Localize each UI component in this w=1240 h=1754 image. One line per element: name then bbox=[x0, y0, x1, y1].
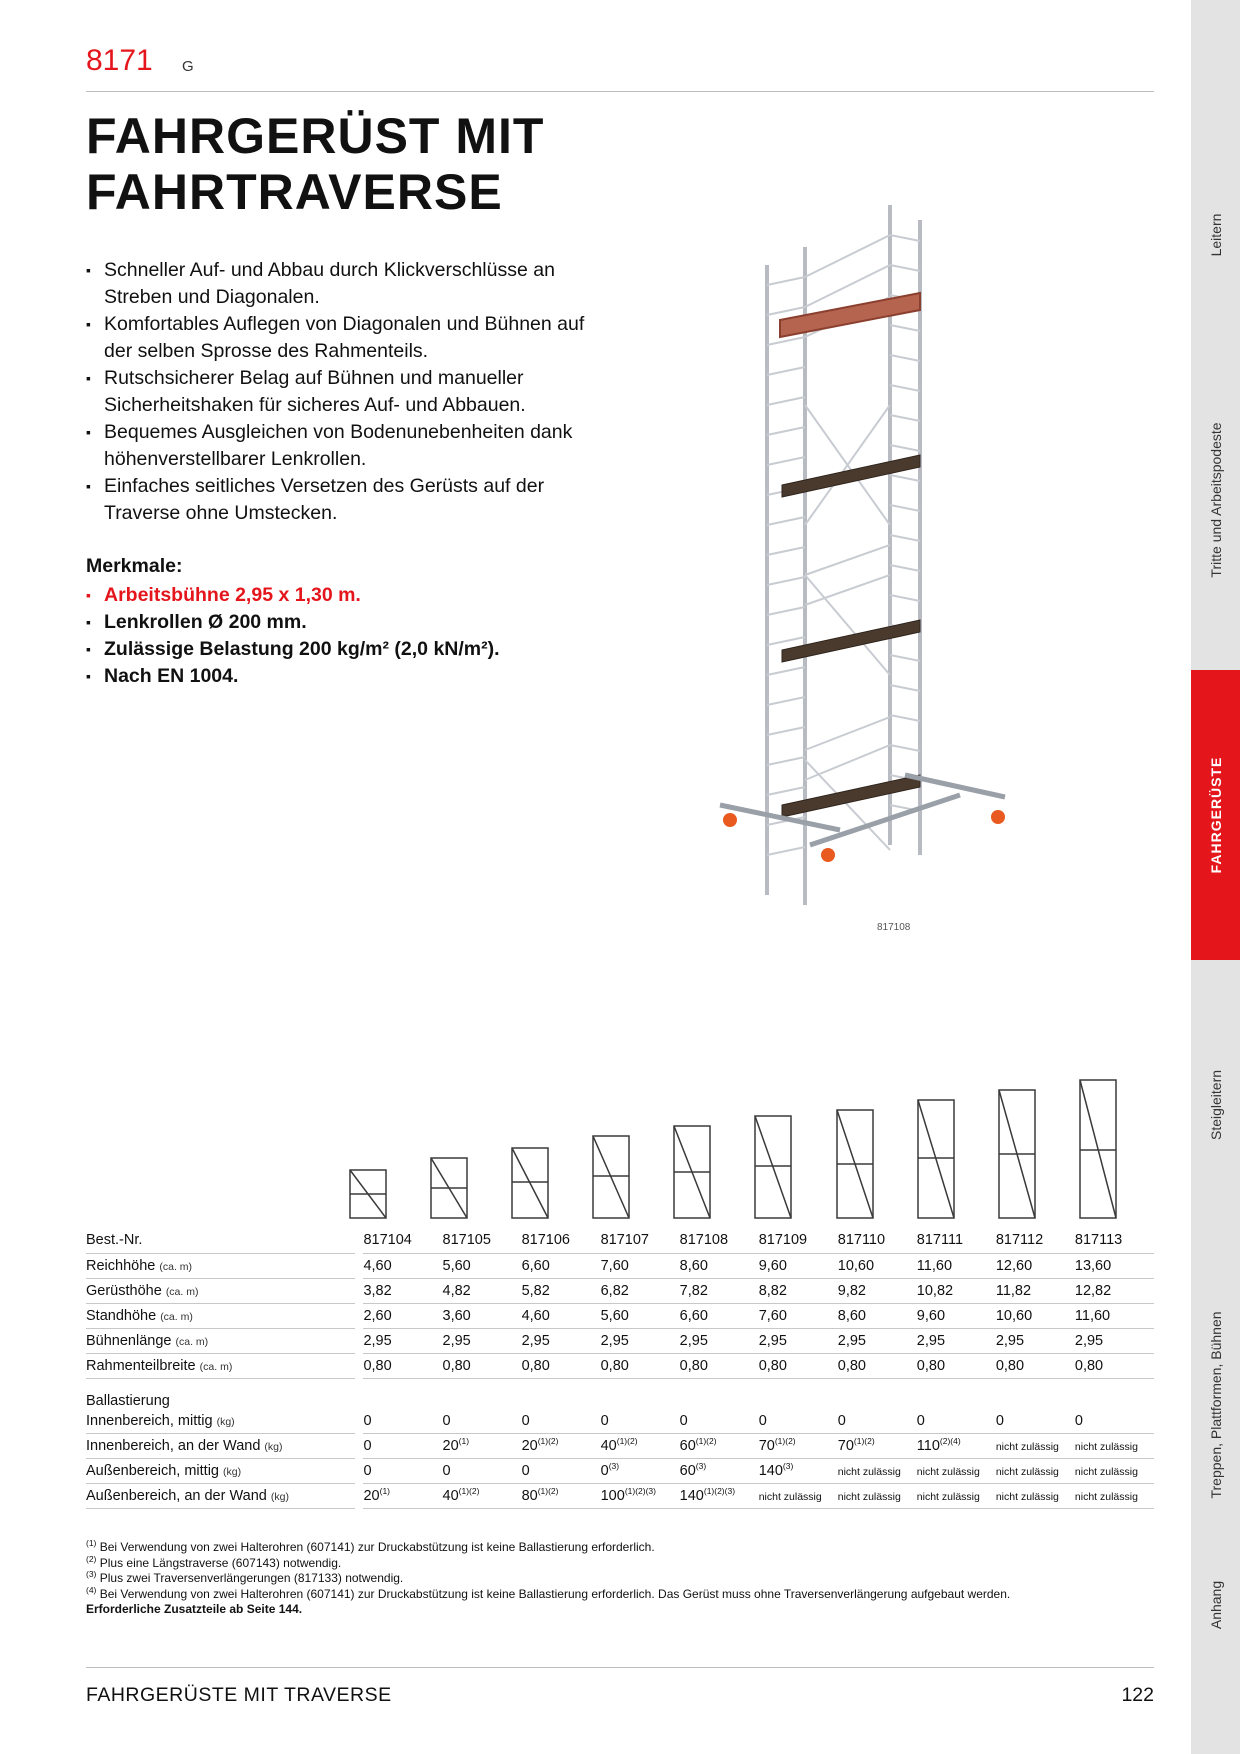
table-cell: 7,60 bbox=[759, 1303, 838, 1328]
not-allowed-text: nicht zulässig bbox=[995, 1491, 1059, 1503]
footnote-mark: (1) bbox=[86, 1538, 97, 1548]
cell-value: 20 bbox=[442, 1438, 459, 1454]
cell-value: 0 bbox=[995, 1412, 1004, 1429]
merkmale-list bbox=[86, 582, 646, 690]
not-allowed-text: nicht zulässig bbox=[916, 1466, 980, 1478]
merkmal-item: ▪ Zulässige Belastung 200 kg/m² (2,0 kN/m²). bbox=[86, 636, 646, 663]
table-cell: 7,82 bbox=[680, 1278, 759, 1303]
cell-value: 0 bbox=[363, 1463, 372, 1479]
table-cell bbox=[601, 1459, 680, 1484]
row-label-text: Standhöhe bbox=[86, 1307, 157, 1324]
table-cell bbox=[838, 1484, 917, 1509]
platform-top bbox=[780, 293, 920, 337]
cell-value: 40 bbox=[442, 1488, 459, 1504]
row-unit: (ca. m) bbox=[199, 1360, 233, 1373]
column-header: 817112 bbox=[996, 1228, 1075, 1253]
table-cell bbox=[601, 1484, 680, 1509]
table-cell: 2,95 bbox=[917, 1328, 996, 1353]
table-cell: 0,80 bbox=[363, 1353, 442, 1378]
row-unit: (kg) bbox=[264, 1441, 283, 1453]
table-cell bbox=[917, 1459, 996, 1484]
thumb-817108 bbox=[674, 1126, 710, 1218]
cell-value: 100 bbox=[600, 1488, 625, 1504]
row-label bbox=[86, 1459, 355, 1484]
sidebar-tab-label: Tritte und Arbeitspodeste bbox=[1207, 422, 1224, 578]
feature-item: ▪ Einfaches seitliches Versetzen des Gerüsts auf der Traverse ohne Umstecken. bbox=[86, 473, 606, 527]
footnote-mark: (3) bbox=[86, 1569, 97, 1579]
table-cell bbox=[522, 1434, 601, 1459]
table-cell: 0,80 bbox=[1075, 1353, 1154, 1378]
footnote-ref: (1) bbox=[458, 1436, 470, 1447]
table-row bbox=[86, 1328, 1154, 1353]
table-cell: 13,60 bbox=[1075, 1253, 1154, 1278]
table-cell: 2,95 bbox=[838, 1328, 917, 1353]
page-header bbox=[86, 40, 1154, 92]
table-cell bbox=[1075, 1484, 1154, 1509]
footnotes bbox=[86, 1540, 1154, 1618]
cell-value: 0 bbox=[837, 1412, 846, 1429]
row-label-text: Innenbereich, mittig bbox=[86, 1412, 213, 1429]
row-label-text: Gerüsthöhe bbox=[86, 1282, 162, 1299]
thumb-817113 bbox=[1080, 1080, 1116, 1218]
table-row bbox=[86, 1303, 1154, 1328]
table-cell: 10,60 bbox=[996, 1303, 1075, 1328]
cell-value: 0 bbox=[521, 1463, 530, 1479]
article-number: 8171 bbox=[86, 44, 153, 77]
table-cell bbox=[838, 1409, 917, 1434]
table-cell: 5,60 bbox=[443, 1253, 522, 1278]
table-cell bbox=[443, 1459, 522, 1484]
column-header: 817109 bbox=[759, 1228, 838, 1253]
row-label-text: Innenbereich, an der Wand bbox=[86, 1438, 261, 1454]
table-cell bbox=[680, 1434, 759, 1459]
platform-3 bbox=[782, 620, 920, 662]
not-allowed-text: nicht zulässig bbox=[758, 1491, 822, 1503]
table-cell: 0,80 bbox=[996, 1353, 1075, 1378]
footnote-ref: (3) bbox=[695, 1461, 707, 1472]
cell-value: 60 bbox=[679, 1463, 696, 1479]
spec-rows bbox=[86, 1253, 1154, 1378]
row-unit: (ca. m) bbox=[159, 1260, 193, 1273]
table-cell: 10,60 bbox=[838, 1253, 917, 1278]
table-cell bbox=[996, 1484, 1075, 1509]
ballast-title: Ballastierung bbox=[86, 1392, 170, 1409]
row-unit: (kg) bbox=[223, 1466, 242, 1478]
row-label bbox=[86, 1353, 355, 1378]
chapter-sidebar bbox=[1191, 0, 1240, 1754]
table-cell bbox=[443, 1434, 522, 1459]
column-header: 817106 bbox=[522, 1228, 601, 1253]
footnote-ref: (1)(2) bbox=[458, 1486, 480, 1497]
table-cell bbox=[917, 1434, 996, 1459]
table-cell bbox=[759, 1484, 838, 1509]
cell-value: 20 bbox=[521, 1438, 538, 1454]
sidebar-tab-label: FAHRGERÜSTE bbox=[1207, 756, 1224, 874]
table-cell: 12,82 bbox=[1075, 1278, 1154, 1303]
footnote bbox=[86, 1553, 1154, 1572]
table-row bbox=[86, 1434, 1154, 1459]
cell-value: 0 bbox=[916, 1412, 925, 1429]
cell-value: 0 bbox=[521, 1412, 530, 1429]
table-cell bbox=[363, 1484, 442, 1509]
page-title bbox=[86, 108, 706, 220]
cell-value: 0 bbox=[442, 1412, 451, 1429]
footnote-ref: (1) bbox=[379, 1486, 390, 1497]
table-cell bbox=[1075, 1459, 1154, 1484]
cell-value: 0 bbox=[363, 1412, 372, 1429]
row-unit: (ca. m) bbox=[165, 1285, 199, 1298]
row-label bbox=[86, 1328, 355, 1353]
footnote bbox=[86, 1571, 1154, 1587]
sidebar-tab-steigleitern[interactable] bbox=[1191, 960, 1240, 1260]
not-allowed-text: nicht zulässig bbox=[1074, 1441, 1138, 1453]
feature-item: ▪ Komfortables Auflegen von Diagonalen und Bühnen auf der selben Sprosse des Rahmenteils. bbox=[86, 311, 606, 365]
thumb-817106 bbox=[512, 1148, 548, 1218]
sidebar-tab-anhang[interactable] bbox=[1191, 1550, 1240, 1754]
table-cell: 12,60 bbox=[996, 1253, 1075, 1278]
table-cell: 8,82 bbox=[759, 1278, 838, 1303]
feature-item: ▪ Bequemes Ausgleichen von Bodenunebenheiten dank höhenverstellbarer Lenkrollen. bbox=[86, 419, 606, 473]
footnote-ref: (1)(2) bbox=[695, 1436, 717, 1447]
footnote-mark: (4) bbox=[86, 1584, 97, 1595]
row-label-text: Bühnenlänge bbox=[86, 1332, 172, 1349]
thumb-817110 bbox=[837, 1110, 873, 1218]
footnote-ref: (1)(2)(3) bbox=[703, 1486, 736, 1497]
sidebar-tab-label: Treppen, Plattformen, Bühnen bbox=[1207, 1311, 1224, 1499]
cell-value: 70 bbox=[758, 1438, 775, 1454]
merkmal-item: ▪ Nach EN 1004. bbox=[86, 663, 646, 690]
table-cell: 11,82 bbox=[996, 1278, 1075, 1303]
table-cell bbox=[522, 1409, 601, 1434]
table-cell bbox=[759, 1459, 838, 1484]
footnote-ref: (3) bbox=[608, 1461, 620, 1472]
cell-value: 0 bbox=[363, 1438, 372, 1454]
table-row bbox=[86, 1409, 1154, 1434]
table-cell bbox=[838, 1459, 917, 1484]
not-allowed-text: nicht zulässig bbox=[837, 1466, 901, 1478]
cell-value: 0 bbox=[679, 1412, 688, 1429]
image-caption: 817108 bbox=[877, 922, 911, 933]
table-cell: 6,60 bbox=[680, 1303, 759, 1328]
row-label-text: Außenbereich, an der Wand bbox=[86, 1488, 267, 1504]
row-label-text: Rahmenteilbreite bbox=[86, 1357, 196, 1374]
table-cell: 2,95 bbox=[996, 1328, 1075, 1353]
table-cell: 9,60 bbox=[759, 1253, 838, 1278]
table-cell bbox=[443, 1484, 522, 1509]
table-cell: 9,82 bbox=[838, 1278, 917, 1303]
not-allowed-text: nicht zulässig bbox=[1074, 1491, 1138, 1503]
footnote-text: Plus zwei Traversenverlängerungen (817133) notwendig. bbox=[96, 1571, 404, 1585]
table-cell bbox=[522, 1459, 601, 1484]
table-row bbox=[86, 1484, 1154, 1509]
table-cell bbox=[759, 1409, 838, 1434]
table-row bbox=[86, 1278, 1154, 1303]
feature-item: ▪ Rutschsicherer Belag auf Bühnen und manueller Sicherheitshaken für sicheres Auf- und Abbauen. bbox=[86, 365, 606, 419]
cell-value: 140 bbox=[758, 1463, 783, 1479]
cell-value: 110 bbox=[916, 1438, 940, 1454]
footnote bbox=[86, 1584, 1154, 1603]
sidebar-tab-leitern[interactable] bbox=[1191, 0, 1240, 330]
table-cell: 0,80 bbox=[601, 1353, 680, 1378]
thumb-817111 bbox=[918, 1100, 954, 1218]
sidebar-tab-label: Anhang bbox=[1207, 1580, 1224, 1630]
table-cell bbox=[1075, 1434, 1154, 1459]
table-cell bbox=[759, 1434, 838, 1459]
table-cell: 5,60 bbox=[601, 1303, 680, 1328]
table-cell: 0,80 bbox=[838, 1353, 917, 1378]
table-cell bbox=[601, 1409, 680, 1434]
cell-value: 20 bbox=[363, 1488, 380, 1504]
page-number: 122 bbox=[1121, 1684, 1154, 1706]
table-cell bbox=[917, 1409, 996, 1434]
row-unit: (kg) bbox=[216, 1415, 235, 1428]
table-cell: 0,80 bbox=[443, 1353, 522, 1378]
feature-item: ▪ Schneller Auf- und Abbau durch Klickverschlüsse an Streben und Diagonalen. bbox=[86, 257, 606, 311]
table-cell bbox=[363, 1434, 442, 1459]
footnote-ref: (1)(2) bbox=[537, 1436, 559, 1447]
table-cell bbox=[363, 1459, 442, 1484]
row-label-text: Reichhöhe bbox=[86, 1257, 156, 1274]
row-label bbox=[86, 1484, 355, 1509]
thumb-817105 bbox=[431, 1158, 467, 1218]
cell-value: 80 bbox=[521, 1488, 538, 1504]
table-cell bbox=[680, 1409, 759, 1434]
not-allowed-text: nicht zulässig bbox=[995, 1466, 1059, 1478]
sidebar-tab-treppen[interactable] bbox=[1191, 1260, 1240, 1550]
table-cell: 4,60 bbox=[363, 1253, 442, 1278]
table-cell: 6,60 bbox=[522, 1253, 601, 1278]
table-cell bbox=[522, 1484, 601, 1509]
column-header: 817104 bbox=[363, 1228, 442, 1253]
table-row bbox=[86, 1459, 1154, 1484]
footnote-text: Plus eine Längstraverse (607143) notwendig. bbox=[96, 1555, 342, 1570]
ballast-rows bbox=[86, 1409, 1154, 1509]
row-label bbox=[86, 1409, 355, 1434]
thumb-817107 bbox=[593, 1136, 629, 1218]
cell-value: 0 bbox=[1074, 1412, 1083, 1429]
table-header-label: Best.-Nr. bbox=[86, 1228, 355, 1253]
cell-value: 0 bbox=[600, 1463, 609, 1479]
cell-value: 0 bbox=[758, 1412, 767, 1429]
footnote-text: Bei Verwendung von zwei Halterohren (607141) zur Druckabstützung ist keine Ballastierung erforderlich. Das Gerüst muss ohne Traversenverlängerung aufgebaut werden. bbox=[96, 1586, 1011, 1601]
table-cell: 2,95 bbox=[522, 1328, 601, 1353]
column-header: 817110 bbox=[838, 1228, 917, 1253]
table-cell: 11,60 bbox=[917, 1253, 996, 1278]
platform-4 bbox=[782, 775, 920, 817]
footer-title: FAHRGERÜSTE MIT TRAVERSE bbox=[86, 1684, 392, 1706]
table-cell: 7,60 bbox=[601, 1253, 680, 1278]
footnote-ref: (1)(2) bbox=[537, 1486, 559, 1497]
table-cell: 0,80 bbox=[680, 1353, 759, 1378]
table-cell bbox=[996, 1459, 1075, 1484]
table-cell: 11,60 bbox=[1075, 1303, 1154, 1328]
table-cell: 2,95 bbox=[443, 1328, 522, 1353]
table-cell: 4,82 bbox=[443, 1278, 522, 1303]
thumb-817109 bbox=[755, 1116, 791, 1218]
title-line-1: FAHRGERÜST MIT bbox=[86, 108, 545, 164]
cell-value: 0 bbox=[442, 1463, 451, 1479]
table-cell: 10,82 bbox=[917, 1278, 996, 1303]
table-row bbox=[86, 1353, 1154, 1378]
table-cell bbox=[680, 1484, 759, 1509]
table-cell: 4,60 bbox=[522, 1303, 601, 1328]
column-header: 817113 bbox=[1075, 1228, 1154, 1253]
spec-table bbox=[86, 1228, 1154, 1509]
table-cell bbox=[917, 1484, 996, 1509]
footnote-ref: (1)(2)(3) bbox=[624, 1486, 656, 1497]
row-label bbox=[86, 1253, 355, 1278]
table-cell bbox=[363, 1409, 442, 1434]
column-header: 817105 bbox=[443, 1228, 522, 1253]
column-header: 817107 bbox=[601, 1228, 680, 1253]
table-cell: 8,60 bbox=[680, 1253, 759, 1278]
table-cell: 0,80 bbox=[522, 1353, 601, 1378]
column-header: 817111 bbox=[917, 1228, 996, 1253]
row-label bbox=[86, 1278, 355, 1303]
table-cell: 5,82 bbox=[522, 1278, 601, 1303]
cell-value: 40 bbox=[600, 1438, 617, 1454]
table-cell: 6,82 bbox=[601, 1278, 680, 1303]
table-cell: 3,82 bbox=[363, 1278, 442, 1303]
row-label bbox=[86, 1303, 355, 1328]
article-letter: G bbox=[182, 58, 194, 75]
table-cell: 8,60 bbox=[838, 1303, 917, 1328]
footnote-ref: (1)(2) bbox=[616, 1436, 638, 1447]
table-row bbox=[86, 1253, 1154, 1278]
row-unit: (ca. m) bbox=[160, 1310, 193, 1323]
table-cell: 2,95 bbox=[680, 1328, 759, 1353]
footnote-ref: (1)(2) bbox=[853, 1436, 875, 1447]
row-label-text: Außenbereich, mittig bbox=[86, 1463, 219, 1479]
ballast-section-row bbox=[86, 1378, 1154, 1409]
footnote-ref: (2)(4) bbox=[939, 1436, 961, 1447]
table-cell bbox=[601, 1434, 680, 1459]
cell-value: 0 bbox=[600, 1412, 609, 1429]
not-allowed-text: nicht zulässig bbox=[1074, 1466, 1138, 1478]
not-allowed-text: nicht zulässig bbox=[837, 1491, 901, 1503]
footnote bbox=[86, 1540, 1154, 1556]
cell-value: 140 bbox=[679, 1488, 704, 1504]
table-cell bbox=[996, 1409, 1075, 1434]
thumb-817112 bbox=[999, 1090, 1035, 1218]
table-cell: 9,60 bbox=[917, 1303, 996, 1328]
table-cell: 2,95 bbox=[759, 1328, 838, 1353]
sidebar-tab-tritte[interactable] bbox=[1191, 330, 1240, 670]
table-cell: 3,60 bbox=[443, 1303, 522, 1328]
row-unit: (kg) bbox=[270, 1491, 289, 1503]
footnote-ref: (3) bbox=[782, 1461, 794, 1472]
sidebar-tab-label: Leitern bbox=[1207, 213, 1224, 257]
variant-thumbnails bbox=[0, 1070, 1240, 1225]
thumb-817104 bbox=[350, 1170, 386, 1218]
merkmale-heading: Merkmale: bbox=[86, 555, 183, 577]
table-cell: 2,60 bbox=[363, 1303, 442, 1328]
table-cell bbox=[838, 1434, 917, 1459]
table-header-row bbox=[86, 1228, 1154, 1253]
table-cell: 2,95 bbox=[363, 1328, 442, 1353]
table-cell bbox=[443, 1409, 522, 1434]
table-cell: 2,95 bbox=[601, 1328, 680, 1353]
scaffold-product-image bbox=[710, 205, 1080, 970]
footnote-ref: (1)(2) bbox=[774, 1436, 796, 1447]
cell-value: 70 bbox=[837, 1438, 854, 1454]
footnote-text: Bei Verwendung von zwei Halterohren (607141) zur Druckabstützung ist keine Ballastierung erforderlich. bbox=[96, 1540, 655, 1554]
notes-bold: Erforderliche Zusatzteile ab Seite 144. bbox=[86, 1602, 303, 1616]
sidebar-tab-fahrgerueste[interactable] bbox=[1191, 670, 1240, 960]
table-cell: 0,80 bbox=[917, 1353, 996, 1378]
title-line-2: FAHRTRAVERSE bbox=[86, 164, 503, 220]
table-cell bbox=[1075, 1409, 1154, 1434]
column-header: 817108 bbox=[680, 1228, 759, 1253]
page-footer bbox=[86, 1667, 1154, 1706]
cell-value: 60 bbox=[679, 1438, 696, 1454]
row-label bbox=[86, 1434, 355, 1459]
sidebar-tab-label: Steigleitern bbox=[1207, 1069, 1224, 1141]
table-cell bbox=[680, 1459, 759, 1484]
merkmal-item: ▪ Lenkrollen Ø 200 mm. bbox=[86, 609, 646, 636]
feature-list bbox=[86, 257, 606, 527]
table-cell: 2,95 bbox=[1075, 1328, 1154, 1353]
not-allowed-text: nicht zulässig bbox=[995, 1441, 1059, 1453]
table-cell bbox=[996, 1434, 1075, 1459]
table-cell: 0,80 bbox=[759, 1353, 838, 1378]
merkmal-item: ▪ Arbeitsbühne 2,95 x 1,30 m. bbox=[86, 582, 646, 609]
footnote-mark: (2) bbox=[86, 1553, 97, 1564]
not-allowed-text: nicht zulässig bbox=[916, 1491, 980, 1503]
row-unit: (ca. m) bbox=[175, 1335, 209, 1348]
